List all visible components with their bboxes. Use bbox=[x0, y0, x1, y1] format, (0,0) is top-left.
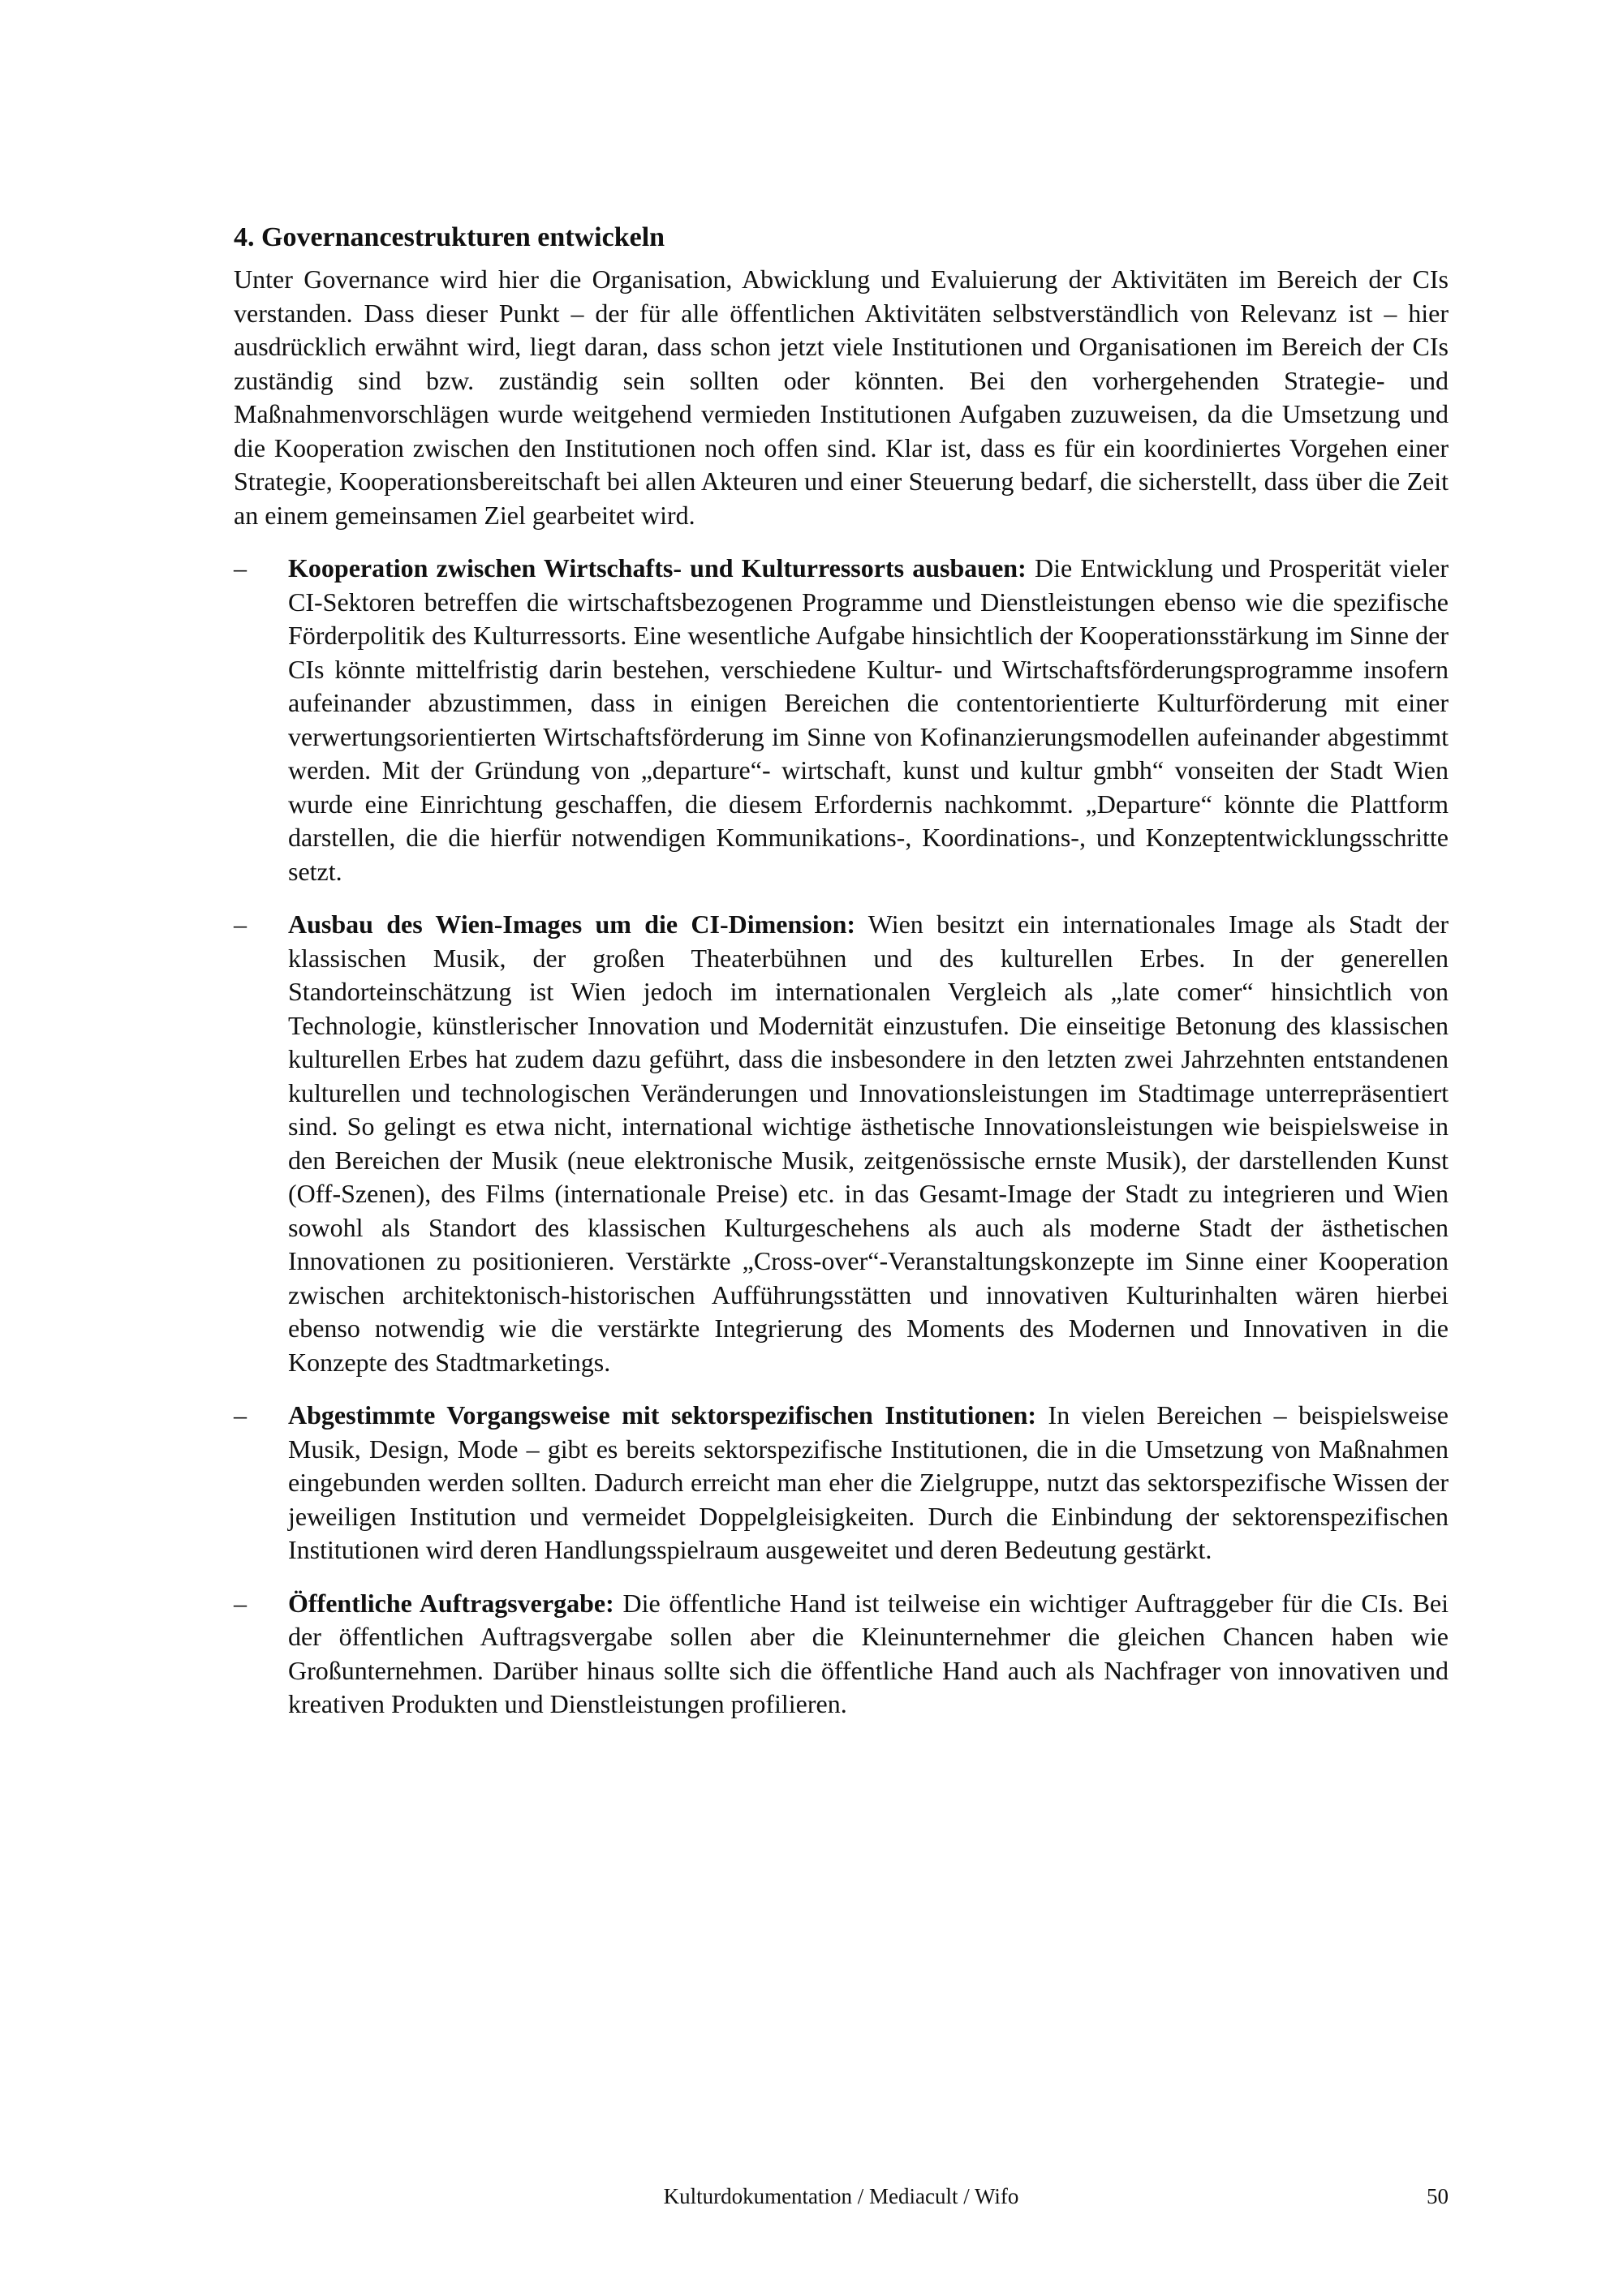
bullet-item-sector-institutions bbox=[234, 1399, 1449, 1567]
bullet-text: Die öffentliche Hand ist teilweise ein wichtiger Auftraggeber für die CIs. Bei der öffentlichen Auftragsvergabe sollen aber die Kleinunternehmer die gleichen Chancen haben wie Großunternehmen. Darüber hinaus sollte sich die öffentliche Hand auch als Nachfrager von innovativen und kreativen Produkten und Dienstleistungen profilieren. bbox=[288, 1588, 1449, 1718]
bullet-item-vienna-image bbox=[234, 908, 1449, 1379]
dash-marker: – bbox=[234, 1588, 247, 1618]
page-content bbox=[234, 221, 1449, 1741]
section-heading: 4. Governancestrukturen entwickeln bbox=[234, 222, 665, 252]
bullet-item-public-procurement bbox=[234, 1587, 1449, 1722]
footer-source: Kulturdokumentation / Mediacult / Wifo bbox=[663, 2184, 1019, 2208]
bullet-text: Die Entwicklung und Prosperität vieler CI-Sektoren betreffen die wirtschaftsbezogenen Programme und Dienstleistungen ebenso wie die spezifische Förderpolitik des Kulturressorts. Eine wesentliche Aufgabe hinsichtlich der Kooperationsstärkung im Sinne der CIs könnte mittelfristig darin bestehen, verschiedene Kultur- und Wirtschaftsförderungsprogramme insofern aufeinander abzustimmen, dass in einigen Bereichen die contentorientierte Kulturförderung mit einer verwertungsorientierten Wirtschaftsförderung im Sinne von Kofinanzierungsmodellen aufeinander abgestimmt werden. Mit der Gründung von „departure“- wirtschaft, kunst und kultur gmbh“ vonseiten der Stadt Wien wurde eine Einrichtung geschaffen, die diesem Erfordernis nachkommt. „Departure“ könnte die Plattform darstellen, die die hierfür notwendigen Kommunikations-, Koordinations-, und Konzeptentwicklungsschritte setzt. bbox=[288, 553, 1449, 886]
bullet-text: Wien besitzt ein internationales Image als Stadt der klassischen Musik, der großen Theaterbühnen und des kulturellen Erbes. In der generellen Standorteinschätzung ist Wien jedoch im internationalen Vergleich als „late comer“ hinsichtlich von Technologie, künstlerischer Innovation und Modernität einzustufen. Die einseitige Betonung des klassischen kulturellen Erbes hat zudem dazu geführt, dass die insbesondere in den letzten zwei Jahrzehnten entstandenen kulturellen und technologischen Veränderungen und Innovationsleistungen im Stadtimage unterrepräsentiert sind. So gelingt es etwa nicht, international wichtige ästhetische Innovationsleistungen wie beispielsweise in den Bereichen der Musik (neue elektronische Musik, zeitgenössische ernste Musik), der darstellenden Kunst (Off-Szenen), des Films (internationale Preise) etc. in das Gesamt-Image der Stadt zu integrieren und Wien sowohl als Standort des klassischen Kulturgeschehens als auch als moderne Stadt der ästhetischen Innovationen zu positionieren. Verstärkte „Cross-over“-Veranstaltungskonzepte im Sinne einer Kooperation zwischen architektonisch-historischen Aufführungsstätten und innovativen Kulturinhalten wären hierbei ebenso notwendig wie die verstärkte Integrierung des Moments des Modernen und Innovativen in die Konzepte des Stadtmarketings. bbox=[288, 909, 1449, 1377]
dash-marker: – bbox=[234, 1400, 247, 1430]
bullet-text: In vielen Bereichen – beispielsweise Musik, Design, Mode – gibt es bereits sektorspezifische Institutionen, die in die Umsetzung von Maßnahmen eingebunden werden sollten. Dadurch erreicht man eher die Zielgruppe, nutzt das sektorspezifische Wissen der jeweiligen Institution und vermeidet Doppelgleisigkeiten. Durch die Einbindung der sektorenspezifischen Institutionen wird deren Handlungsspielraum ausgeweitet und deren Bedeutung gestärkt. bbox=[288, 1400, 1449, 1564]
bullet-list bbox=[234, 552, 1449, 1722]
intro-paragraph: Unter Governance wird hier die Organisation, Abwicklung und Evaluierung der Aktivitäten im Bereich der CIs verstanden. Dass dieser Punkt – der für alle öffentlichen Aktivitäten selbstverständlich von Relevanz ist – hier ausdrücklich erwähnt wird, liegt daran, dass schon jetzt viele Institutionen und Organisationen im Bereich der CIs zuständig sind bzw. zuständig sein sollten oder könnten. Bei den vorhergehenden Strategie- und Maßnahmenvorschlägen wurde weitgehend vermieden Institutionen Aufgaben zuzuweisen, da die Umsetzung und die Kooperation zwischen den Institutionen noch offen sind. Klar ist, dass es für ein koordiniertes Vorgehen einer Strategie, Kooperationsbereitschaft bei allen Akteuren und einer Steuerung bedarf, die sicherstellt, dass über die Zeit an einem gemeinsamen Ziel gearbeitet wird. bbox=[234, 264, 1449, 530]
bullet-title: Öffentliche Auftragsvergabe: bbox=[288, 1588, 614, 1618]
bullet-item-cooperation bbox=[234, 552, 1449, 888]
bullet-title: Abgestimmte Vorgangsweise mit sektorspezifischen Institutionen: bbox=[288, 1400, 1037, 1430]
dash-marker: – bbox=[234, 909, 247, 939]
dash-marker: – bbox=[234, 553, 247, 583]
bullet-title: Ausbau des Wien-Images um die CI-Dimension: bbox=[288, 909, 856, 939]
bullet-title: Kooperation zwischen Wirtschafts- und Kulturressorts ausbauen: bbox=[288, 553, 1027, 583]
page-number: 50 bbox=[1427, 2184, 1449, 2208]
